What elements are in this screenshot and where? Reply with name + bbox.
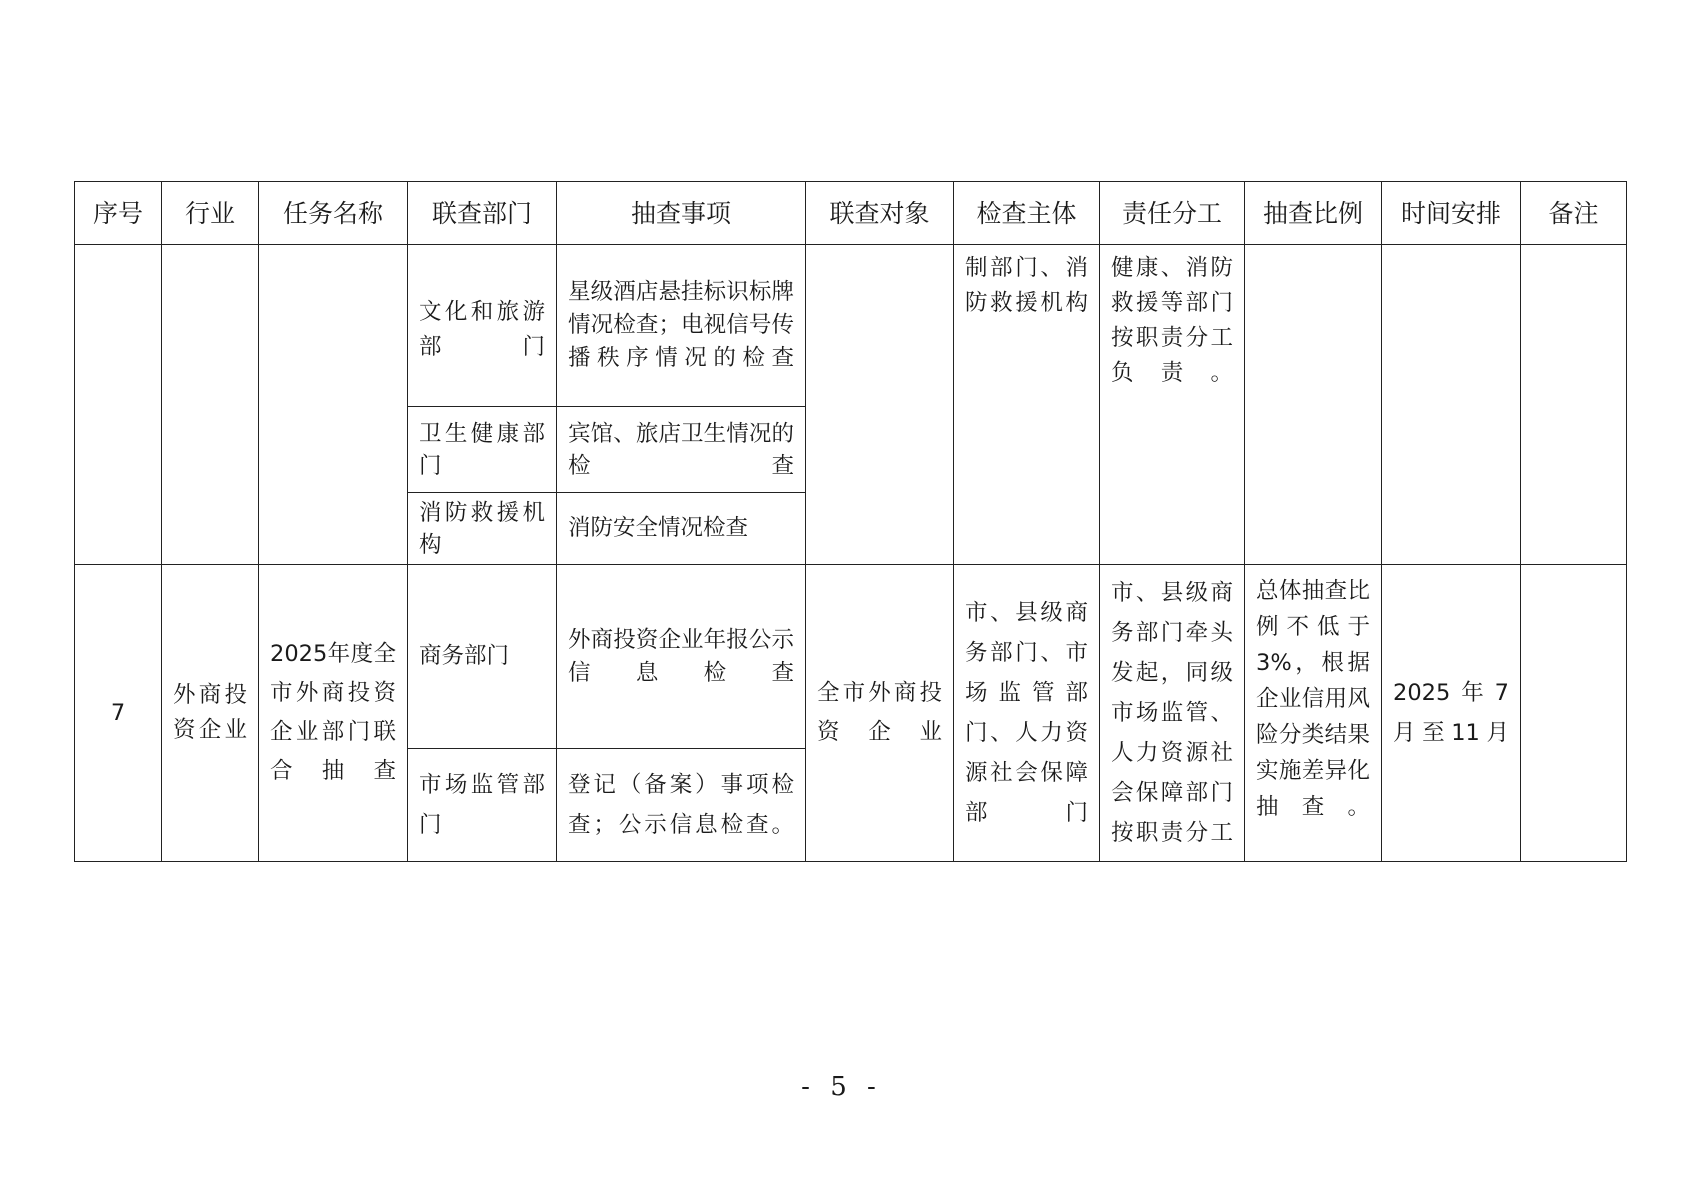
table-row (75, 245, 1627, 407)
cell-inspector-continued: 制部门、消防救援机构 (954, 245, 1100, 565)
cell-department: 卫生健康部门 (408, 407, 557, 493)
cell-task-continued (259, 245, 408, 565)
header-task: 任务名称 (259, 182, 408, 245)
cell-remark-continued (1521, 245, 1627, 565)
cell-department: 商务部门 (408, 565, 557, 749)
header-industry: 行业 (162, 182, 259, 245)
header-ratio: 抽查比例 (1245, 182, 1382, 245)
header-target: 联查对象 (806, 182, 954, 245)
cell-industry-continued (162, 245, 259, 565)
page-number: - 5 - (801, 1072, 882, 1102)
cell-ratio: 总体抽查比例不低于3%，根据企业信用风险分类结果实施差异化抽查。 (1245, 565, 1382, 862)
cell-target: 全市外商投资企业 (806, 565, 954, 862)
header-inspector: 检查主体 (954, 182, 1100, 245)
cell-inspector: 市、县级商务部门、市场监管部门、人力资源社会保障部门 (954, 565, 1100, 862)
cell-target-continued (806, 245, 954, 565)
table-row (75, 565, 1627, 749)
inspection-table (74, 181, 1627, 862)
cell-department: 文化和旅游部门 (408, 245, 557, 407)
header-schedule: 时间安排 (1382, 182, 1521, 245)
cell-industry: 外商投资企业 (162, 565, 259, 862)
cell-remark (1521, 565, 1627, 862)
cell-department: 市场监管部门 (408, 749, 557, 862)
header-department: 联查部门 (408, 182, 557, 245)
cell-schedule-continued (1382, 245, 1521, 565)
cell-department: 消防救援机构 (408, 493, 557, 565)
header-responsibility: 责任分工 (1100, 182, 1245, 245)
cell-item: 登记（备案）事项检查；公示信息检查。 (557, 749, 806, 862)
cell-no-continued (75, 245, 162, 565)
cell-responsibility-continued: 健康、消防救援等部门按职责分工负责。 (1100, 245, 1245, 565)
cell-schedule: 2025年7月至11月 (1382, 565, 1521, 862)
header-item: 抽查事项 (557, 182, 806, 245)
cell-item: 外商投资企业年报公示信息检查 (557, 565, 806, 749)
header-remark: 备注 (1521, 182, 1627, 245)
cell-ratio-continued (1245, 245, 1382, 565)
cell-item: 宾馆、旅店卫生情况的检查 (557, 407, 806, 493)
header-no: 序号 (75, 182, 162, 245)
cell-responsibility: 市、县级商务部门牵头发起，同级市场监管、人力资源社会保障部门按职责分工 (1100, 565, 1245, 862)
cell-item: 消防安全情况检查 (557, 493, 806, 565)
cell-task: 2025年度全市外商投资企业部门联合抽查 (259, 565, 408, 862)
header-row (75, 182, 1627, 245)
cell-item: 星级酒店悬挂标识标牌情况检查；电视信号传播秩序情况的检查 (557, 245, 806, 407)
cell-no: 7 (75, 565, 162, 862)
